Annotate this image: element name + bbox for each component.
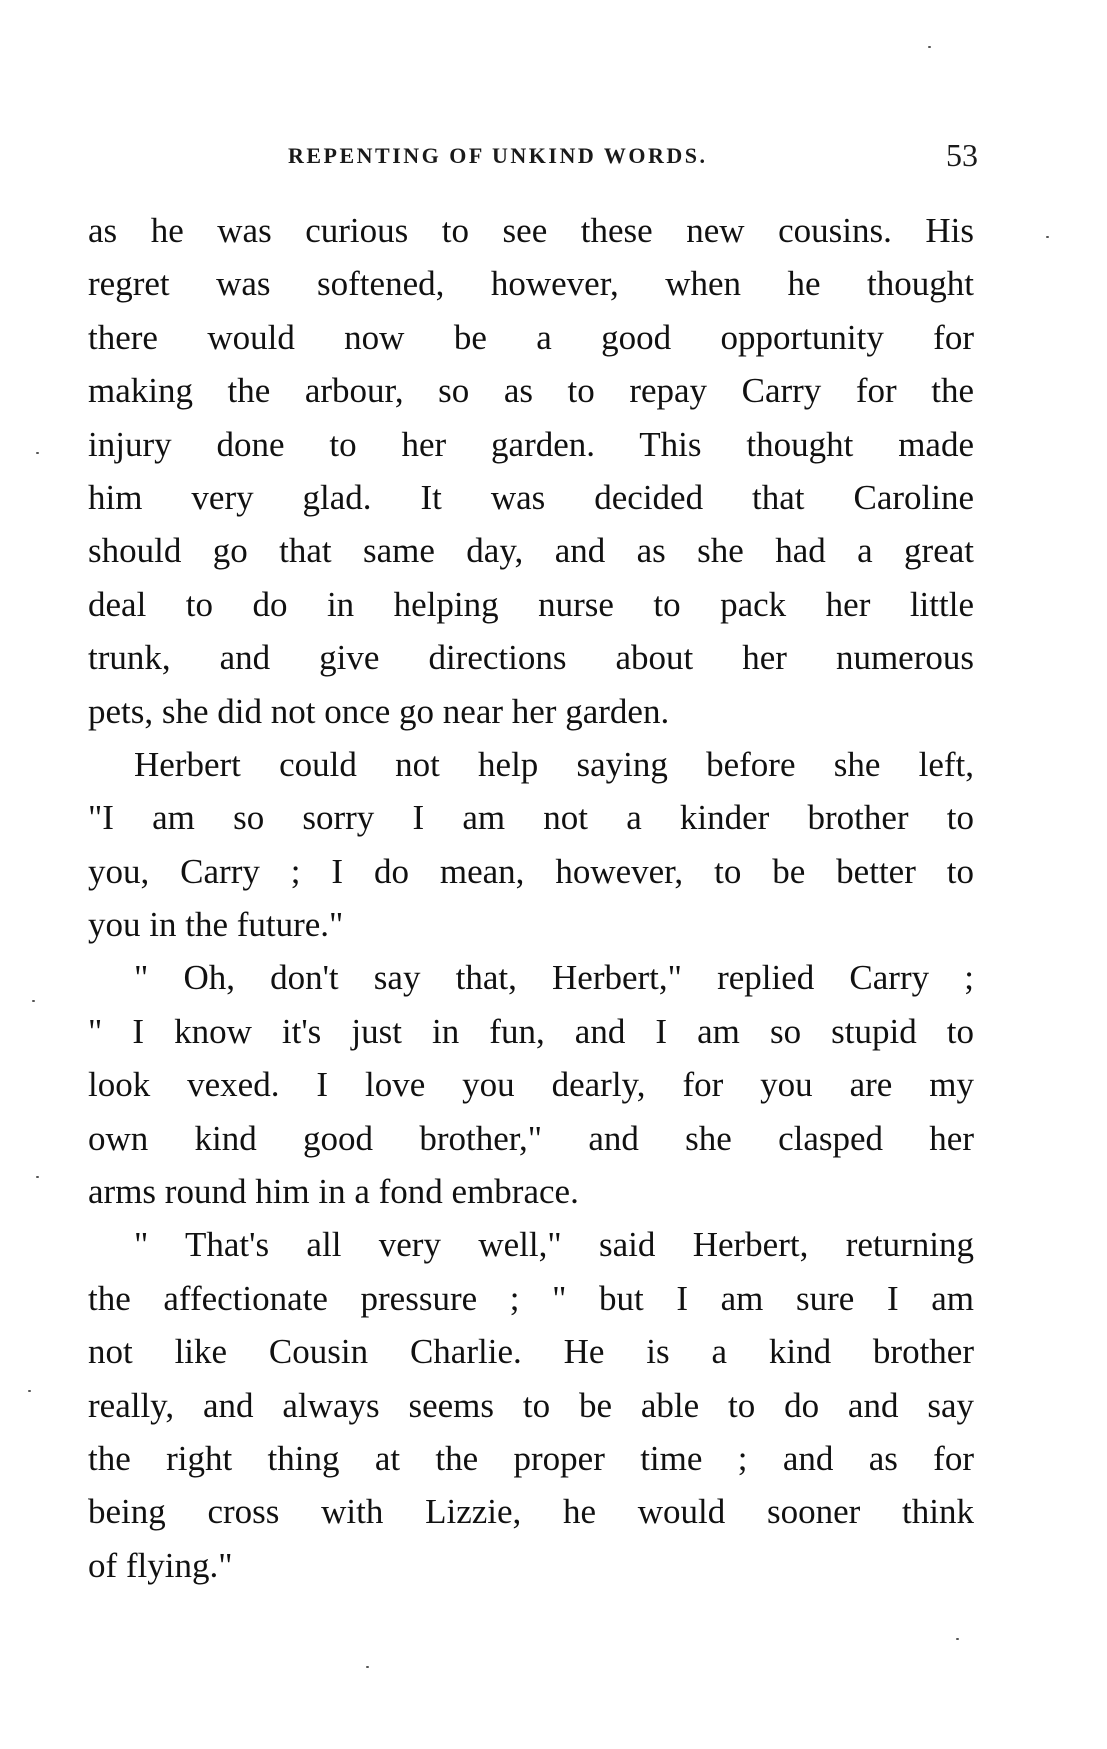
scan-speck (28, 1390, 31, 1392)
text-line: of flying." (88, 1545, 233, 1585)
scan-speck (32, 1000, 35, 1002)
running-title: REPENTING OF UNKIND WORDS. (288, 143, 708, 168)
text-line: there would now be a good opportunity for (88, 317, 974, 357)
text-line: look vexed. I love you dearly, for you are my (88, 1065, 974, 1105)
text-line: him very glad. It was decided that Caroline (88, 477, 974, 517)
scan-speck (1046, 236, 1049, 238)
text-line: regret was softened, however, when he thought (88, 264, 974, 304)
scan-speck (928, 46, 931, 48)
scan-speck (956, 1638, 959, 1640)
text-line: being cross with Lizzie, he would sooner think (88, 1492, 974, 1532)
scan-speck (366, 1666, 369, 1668)
text-line: the right thing at the proper time ; and as for (88, 1438, 974, 1478)
page-number: 53 (946, 137, 978, 173)
scan-speck (36, 452, 39, 454)
text-line: " I know it's just in fun, and I am so stupid to (88, 1011, 974, 1051)
text-line: Herbert could not help saying before she left, (134, 744, 974, 784)
text-line: really, and always seems to be able to do and say (88, 1385, 974, 1425)
body-text (88, 204, 974, 1592)
text-line: deal to do in helping nurse to pack her little (88, 584, 974, 624)
text-line: trunk, and give directions about her numerous (88, 638, 974, 678)
text-line: pets, she did not once go near her garden. (88, 691, 670, 731)
text-line: own kind good brother," and she clasped her (88, 1118, 974, 1158)
text-line: " Oh, don't say that, Herbert," replied Carry ; (134, 958, 974, 998)
text-line: you in the future." (88, 905, 344, 945)
text-line: not like Cousin Charlie. He is a kind brother (88, 1332, 974, 1372)
text-line: making the arbour, so as to repay Carry for the (88, 371, 974, 411)
text-line: " That's all very well," said Herbert, returning (134, 1225, 974, 1265)
text-line: "I am so sorry I am not a kinder brother to (88, 798, 974, 838)
text-line: as he was curious to see these new cousins. His (88, 211, 974, 250)
text-line: should go that same day, and as she had a great (88, 531, 974, 571)
running-head (88, 137, 978, 177)
text-line: the affectionate pressure ; " but I am sure I am (88, 1278, 974, 1318)
text-line: injury done to her garden. This thought made (88, 424, 974, 464)
text-line: you, Carry ; I do mean, however, to be better to (88, 851, 974, 891)
scan-speck (36, 1176, 39, 1178)
text-line: arms round him in a fond embrace. (88, 1172, 579, 1212)
